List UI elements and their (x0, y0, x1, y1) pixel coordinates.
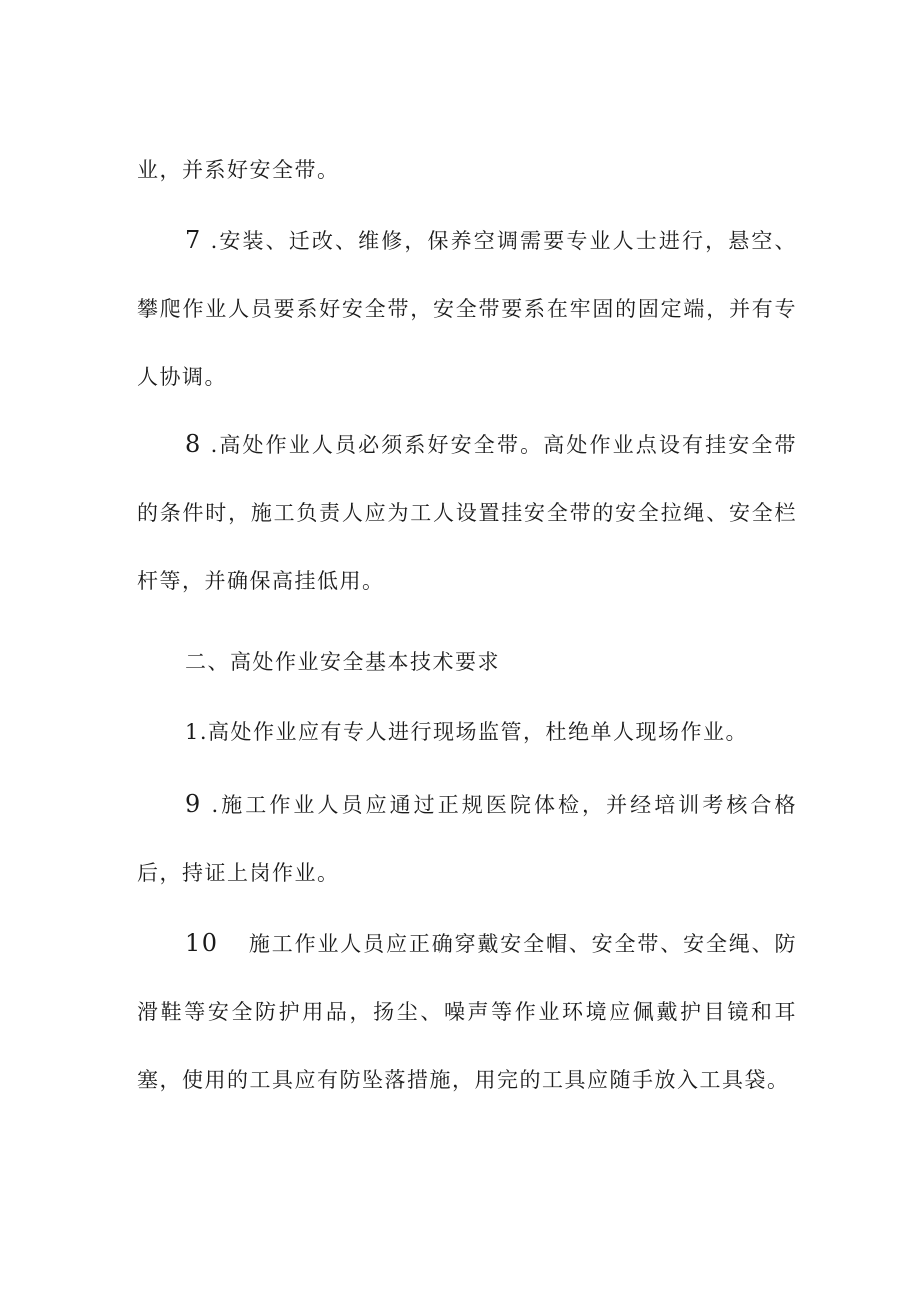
paragraph-text: 1.高处作业应有专人进行现场监管，杜绝单人现场作业。 (185, 720, 749, 744)
section-heading: 二、高处作业安全基本技术要求 (185, 650, 500, 674)
item-number: 8 (185, 430, 202, 458)
paragraph-item-8 (137, 410, 797, 615)
item-number: 7 (185, 226, 202, 254)
paragraph-item-7 (137, 206, 797, 411)
paragraph-text: .施工作业人员应通过正规医院体检，并经培训考核合格后，持证上岗作业。 (137, 793, 797, 885)
paragraph-item-1 (137, 698, 797, 766)
item-number: 9 (185, 790, 202, 818)
paragraph-text: 施工作业人员应正确穿戴安全帽、安全带、安全绳、防滑鞋等安全防护用品，扬尘、噪声等作业环境应佩戴护目镜和耳塞，使用的工具应有防坠落措施，用完的工具应随手放入工具袋。 (137, 932, 797, 1092)
paragraph-continuation (137, 136, 797, 204)
paragraph-item-10 (137, 909, 797, 1114)
item-number: 10 (185, 929, 219, 957)
paragraph-text: .高处作业人员必须系好安全带。高处作业点设有挂安全带的条件时，施工负责人应为工人设置挂安全带的安全拉绳、安全栏杆等，并确保高挂低用。 (137, 433, 797, 593)
paragraph-text: .安装、迁改、维修，保养空调需要专业人士进行，悬空、攀爬作业人员要系好安全带，安全带要系在牢固的固定端，并有专人协调。 (137, 229, 797, 389)
paragraph-text: 业，并系好安全带。 (137, 158, 340, 182)
paragraph-item-9 (137, 770, 797, 907)
